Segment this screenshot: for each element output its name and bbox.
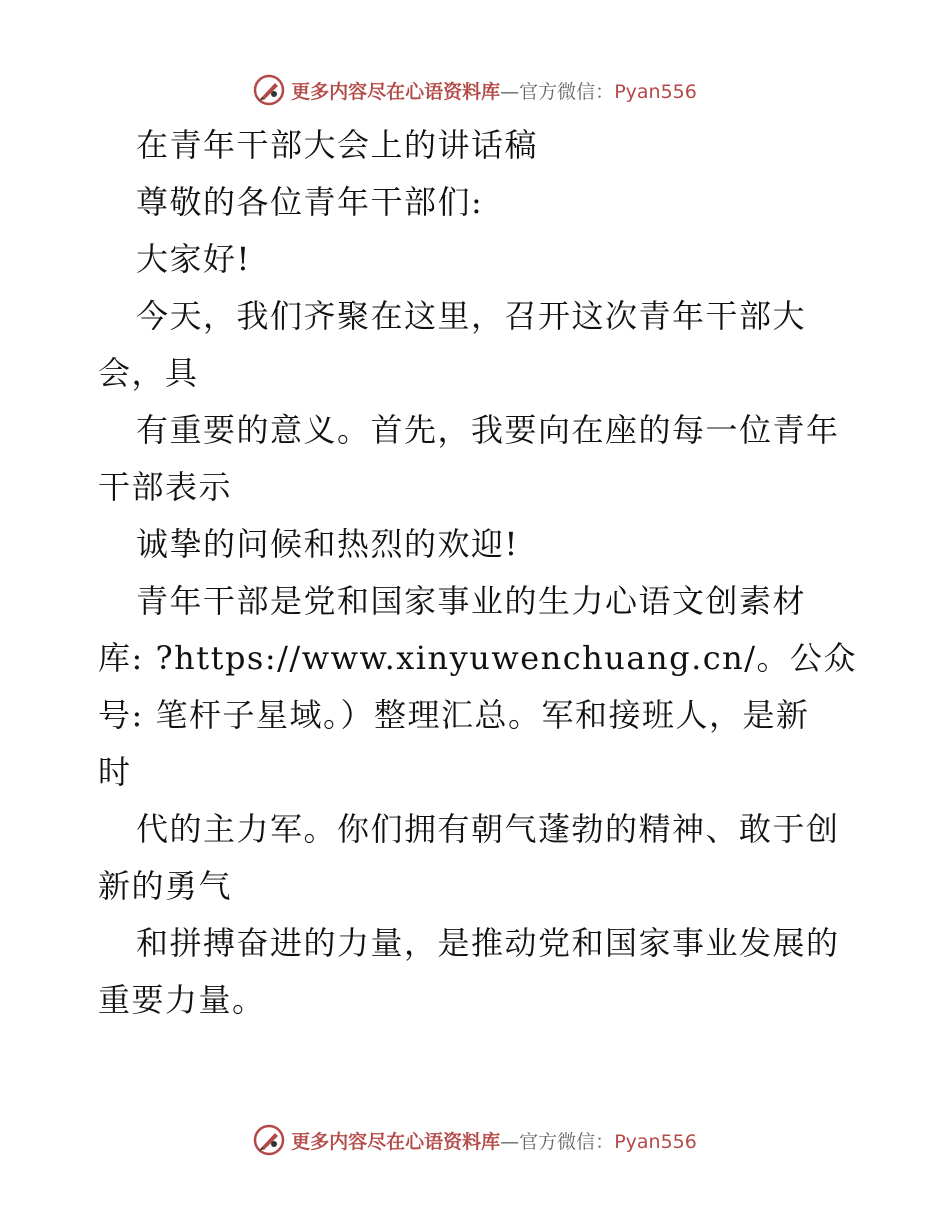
document-line: 号: 笔杆子星域。）整理汇总。军和接班人，是新 <box>98 696 810 734</box>
document-line: 青年干部是党和国家事业的生力心语文创素材 <box>136 582 807 620</box>
banner-label: 官方微信： <box>519 1130 615 1153</box>
banner-wechat-id: Pyan556 <box>614 80 697 103</box>
banner-wechat-id: Pyan556 <box>614 1130 697 1153</box>
document-body <box>98 117 858 1029</box>
document-line: 诚挚的问候和热烈的欢迎! <box>136 525 519 563</box>
document-line: 今天，我们齐聚在这里，召开这次青年干部大 <box>136 297 807 335</box>
document-line: 会，具 <box>98 354 199 392</box>
document-line: 代的主力军。你们拥有朝气蓬勃的精神、敢于创 <box>136 810 840 848</box>
document-line: 有重要的意义。首先，我要向在座的每一位青年 <box>136 411 840 449</box>
document-line: 在青年干部大会上的讲话稿 <box>136 126 539 164</box>
document-line: 和拼搏奋进的力量，是推动党和国家事业发展的 <box>136 924 840 962</box>
banner-brand: 更多内容尽在心语资料库 <box>291 1130 501 1153</box>
banner-text <box>291 77 697 104</box>
document-line: 大家好! <box>136 240 251 278</box>
banner-dash: — <box>500 80 520 103</box>
quill-pen-logo-icon <box>253 1124 285 1156</box>
banner-brand: 更多内容尽在心语资料库 <box>291 80 501 103</box>
banner-label: 官方微信： <box>519 80 615 103</box>
document-line: 时 <box>98 753 132 791</box>
document-line: 重要力量。 <box>98 981 266 1019</box>
banner-dash: — <box>500 1130 520 1153</box>
document-line: 新的勇气 <box>98 867 233 905</box>
banner-text <box>291 1127 697 1154</box>
quill-pen-logo-icon <box>253 74 285 106</box>
document-line: 尊敬的各位青年干部们: <box>136 183 484 221</box>
header-banner <box>0 70 950 110</box>
document-line: 库: ?https://www.xinyuwenchuang.cn/。公众 <box>98 639 858 677</box>
footer-banner <box>0 1120 950 1160</box>
document-line: 干部表示 <box>98 468 233 506</box>
